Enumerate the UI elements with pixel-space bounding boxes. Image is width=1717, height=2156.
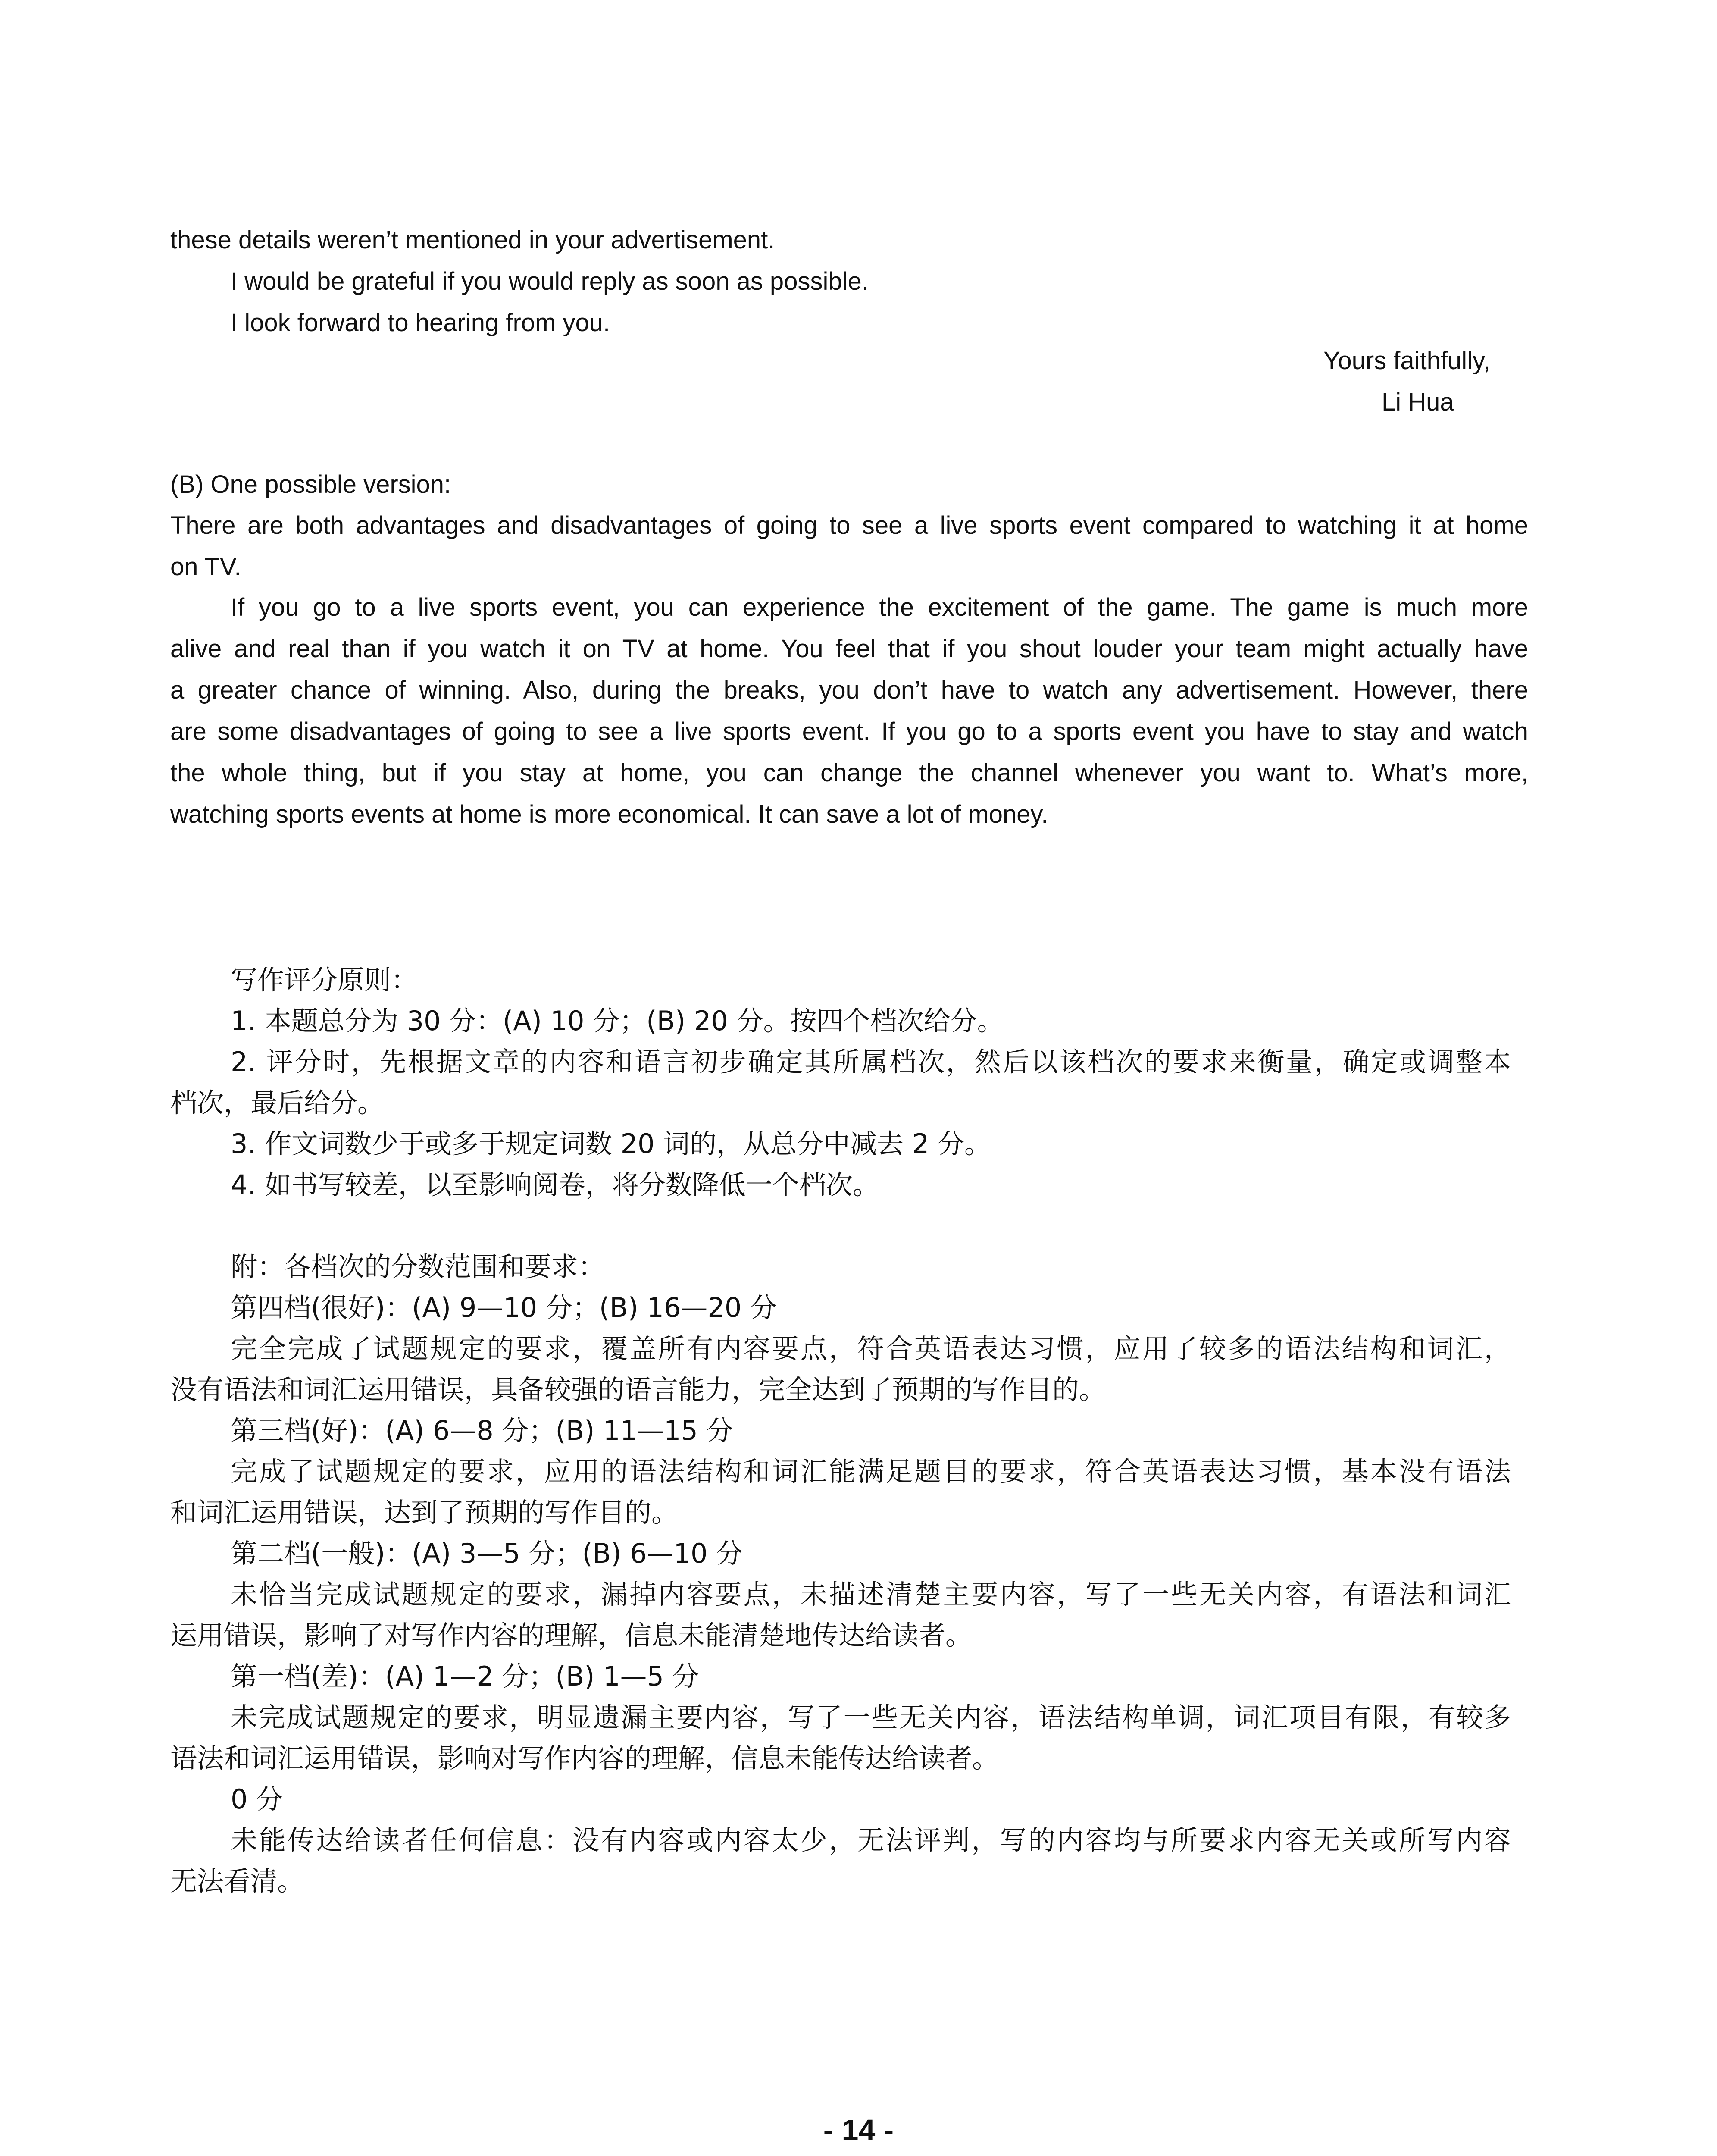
scoring-rule-3: 3. 作文词数少于或多于规定词数 20 词的，从总分中减去 2 分。 <box>231 1128 991 1159</box>
version-b-para1-line-1: There are both advantages and disadvantages of going to see a live sports event compared to watching it at home <box>170 511 1528 539</box>
version-b-para2-line-1: If you go to a live sports event, you can experience the excitement of the game. The game is much more <box>231 593 1528 621</box>
letter-closing: Yours faithfully, <box>1323 347 1490 375</box>
level-4-heading: 第四档(很好)：(A) 9—10 分；(B) 16—20 分 <box>231 1292 777 1323</box>
scoring-rule-2-line-2: 档次，最后给分。 <box>170 1087 385 1119</box>
scoring-rule-4: 4. 如书写较差，以至影响阅卷，将分数降低一个档次。 <box>231 1169 879 1200</box>
scoring-rule-2-line-1: 2. 评分时，先根据文章的内容和语言初步确定其所属档次，然后以该档次的要求来衡量，确定或调整本 <box>231 1046 1511 1078</box>
level-0-desc-line-1: 未能传达给读者任何信息：没有内容或内容太少，无法评判，写的内容均与所要求内容无关或所写内容 <box>231 1824 1511 1856</box>
level-4-desc-line-1: 完全完成了试题规定的要求，覆盖所有内容要点，符合英语表达习惯，应用了较多的语法结构和词汇， <box>231 1333 1511 1364</box>
letter-line-2: I would be grateful if you would reply as soon as possible. <box>231 267 869 295</box>
version-b-para2-line-2: alive and real than if you watch it on TV at home. You feel that if you shout louder your team might actually have <box>170 635 1528 663</box>
letter-signature: Li Hua <box>1382 388 1454 416</box>
level-4-desc-line-2: 没有语法和词汇运用错误，具备较强的语言能力，完全达到了预期的写作目的。 <box>170 1374 1106 1405</box>
scoring-rule-1: 1. 本题总分为 30 分：(A) 10 分；(B) 20 分。按四个档次给分。 <box>231 1005 1004 1037</box>
version-b-para2-line-5: the whole thing, but if you stay at home, you can change the channel whenever you want to. What’s more, <box>170 759 1528 787</box>
level-3-desc-line-1: 完成了试题规定的要求，应用的语法结构和词汇能满足题目的要求，符合英语表达习惯，基本没有语法 <box>231 1456 1511 1487</box>
level-0-heading: 0 分 <box>231 1783 283 1815</box>
version-b-para2-line-3: a greater chance of winning. Also, during the breaks, you don’t have to watch any advertisement. However, there <box>170 676 1528 704</box>
appendix-title: 附：各档次的分数范围和要求： <box>231 1251 605 1282</box>
level-3-desc-line-2: 和词汇运用错误，达到了预期的写作目的。 <box>170 1497 679 1528</box>
version-b-para2-line-4: are some disadvantages of going to see a live sports event. If you go to a sports event you have to stay and watch <box>170 718 1528 746</box>
level-1-heading: 第一档(差)：(A) 1—2 分；(B) 1—5 分 <box>231 1661 699 1692</box>
scoring-title: 写作评分原则： <box>231 964 418 996</box>
version-b-heading: (B) One possible version: <box>170 470 451 498</box>
version-b-para1-line-2: on TV. <box>170 553 241 581</box>
level-1-desc-line-2: 语法和词汇运用错误，影响对写作内容的理解，信息未能传达给读者。 <box>170 1742 999 1774</box>
level-3-heading: 第三档(好)：(A) 6—8 分；(B) 11—15 分 <box>231 1415 733 1446</box>
letter-line-1: these details weren’t mentioned in your advertisement. <box>170 226 775 254</box>
page-number: - 14 - <box>823 2113 894 2147</box>
letter-line-3: I look forward to hearing from you. <box>231 309 610 337</box>
level-0-desc-line-2: 无法看清。 <box>170 1865 304 1897</box>
level-1-desc-line-1: 未完成试题规定的要求，明显遗漏主要内容，写了一些无关内容，语法结构单调，词汇项目有限，有较多 <box>231 1702 1511 1733</box>
level-2-desc-line-2: 运用错误，影响了对写作内容的理解，信息未能清楚地传达给读者。 <box>170 1620 973 1651</box>
level-2-desc-line-1: 未恰当完成试题规定的要求，漏掉内容要点，未描述清楚主要内容，写了一些无关内容，有语法和词汇 <box>231 1579 1511 1610</box>
level-2-heading: 第二档(一般)：(A) 3—5 分；(B) 6—10 分 <box>231 1538 743 1569</box>
version-b-para2-line-6: watching sports events at home is more economical. It can save a lot of money. <box>170 800 1048 828</box>
